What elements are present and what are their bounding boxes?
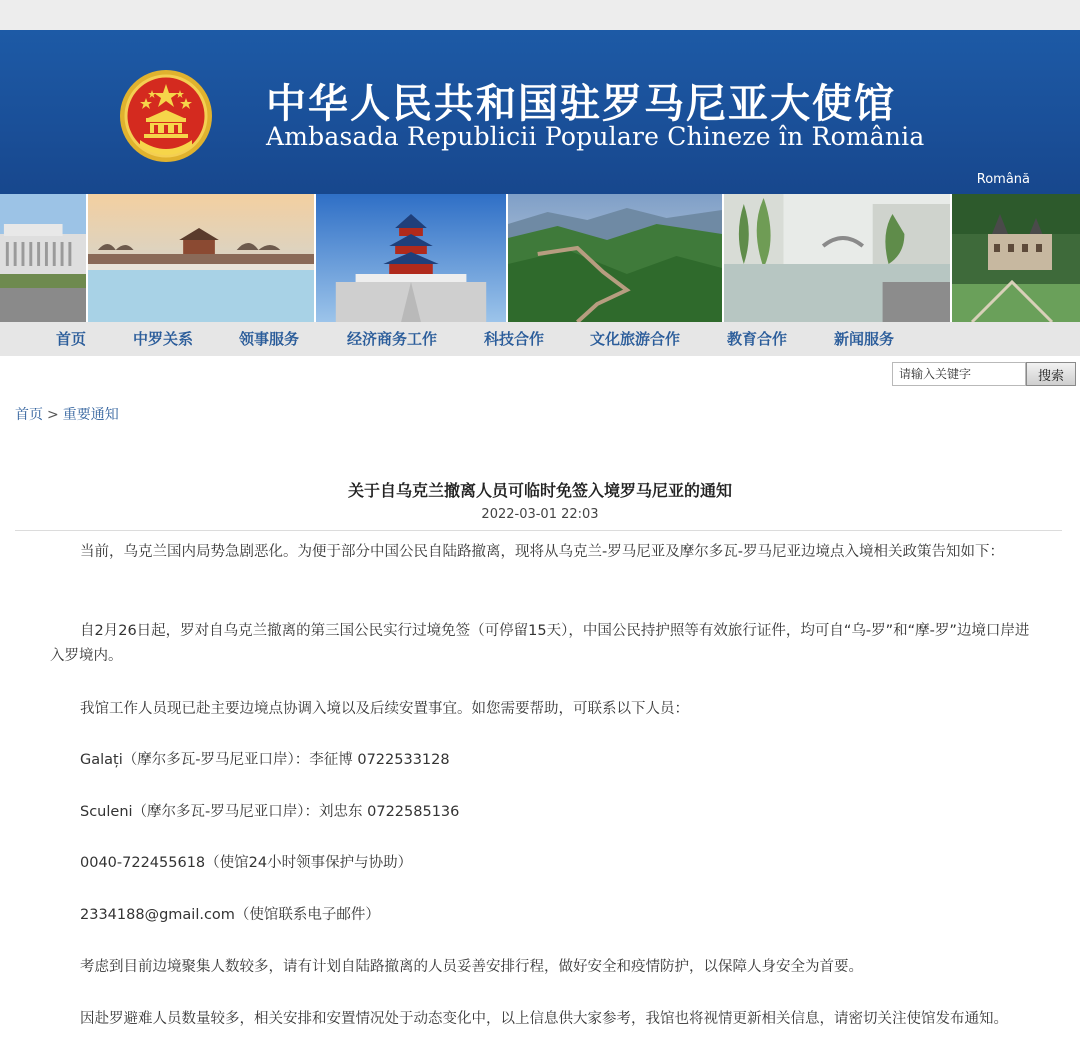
language-switch-link[interactable]: Română [976, 172, 1030, 187]
article-paragraph: 因赴罗避难人员数量较多，相关安排和安置情况处于动态变化中，以上信息供大家参考，我馆也将视情更新相关信息，请密切关注使馆发布通知。 [80, 1011, 1008, 1027]
site-title-ro: Ambasada Republicii Populare Chineze în România [266, 122, 925, 151]
article-paragraph: 当前，乌克兰国内局势急剧恶化。为便于部分中国公民自陆路撤离，现将从乌克兰-罗马尼亚及摩尔多瓦-罗马尼亚边境点入境相关政策告知如下： [80, 544, 1004, 560]
photo-banner [0, 194, 1080, 322]
temple-of-heaven-photo [316, 194, 508, 322]
nav-item-home[interactable]: 首页 [56, 330, 87, 348]
nav-item-education[interactable]: 教育合作 [727, 330, 788, 348]
palace-photo [0, 194, 88, 322]
site-title-cn: 中华人民共和国驻罗马尼亚大使馆 [266, 81, 896, 127]
divider [15, 530, 1062, 531]
main-nav [0, 322, 1080, 356]
search-box [892, 362, 1076, 386]
forbidden-city-moat-photo [88, 194, 316, 322]
article-paragraph: 自2月26日起，罗对自乌克兰撤离的第三国公民实行过境免签（可停留15天），中国公民持护照等有效旅行证件，均可自“乌-罗”和“摩-罗”边境口岸进入罗境内。 [50, 623, 1030, 664]
nav-item-sci-tech[interactable]: 科技合作 [484, 330, 545, 348]
water-town-photo [724, 194, 952, 322]
article-paragraph: 考虑到目前边境聚集人数较多，请有计划自陆路撤离的人员妥善安排行程，做好安全和疫情防护，以保障人身安全为首要。 [80, 959, 863, 975]
great-wall-photo [508, 194, 724, 322]
breadcrumb [15, 404, 119, 424]
search-input[interactable] [892, 362, 1026, 386]
nav-item-china-romania-relations[interactable]: 中罗关系 [133, 330, 194, 348]
contact-hotline: 0040-722455618（使馆24小时领事保护与协助） [80, 855, 413, 871]
article-title: 关于自乌克兰撤离人员可临时免签入境罗马尼亚的通知 [347, 481, 732, 500]
article-paragraph: 我馆工作人员现已赴主要边境点协调入境以及后续安置事宜。如您需要帮助，可联系以下人员： [80, 701, 689, 717]
breadcrumb-home[interactable]: 首页 [15, 407, 43, 423]
breadcrumb-current[interactable]: 重要通知 [62, 407, 119, 423]
site-header [0, 30, 1080, 194]
nav-item-news[interactable]: 新闻服务 [834, 330, 895, 348]
castle-photo [952, 194, 1080, 322]
nav-item-economic-commercial[interactable]: 经济商务工作 [347, 330, 438, 348]
contact-email: 2334188@gmail.com（使馆联系电子邮件） [80, 907, 380, 923]
search-button[interactable]: 搜索 [1026, 362, 1076, 386]
article-date: 2022-03-01 22:03 [481, 507, 599, 522]
national-emblem-icon [118, 68, 214, 164]
contact-sculeni: Sculeni（摩尔多瓦-罗马尼亚口岸）：刘忠东 0722585136 [80, 804, 460, 820]
breadcrumb-separator: > [47, 407, 59, 423]
top-strip [0, 0, 1080, 30]
nav-item-culture-tourism[interactable]: 文化旅游合作 [590, 330, 681, 348]
contact-galati: Galați（摩尔多瓦-罗马尼亚口岸）：李征博 0722533128 [80, 752, 450, 768]
nav-item-consular-services[interactable]: 领事服务 [239, 330, 300, 348]
